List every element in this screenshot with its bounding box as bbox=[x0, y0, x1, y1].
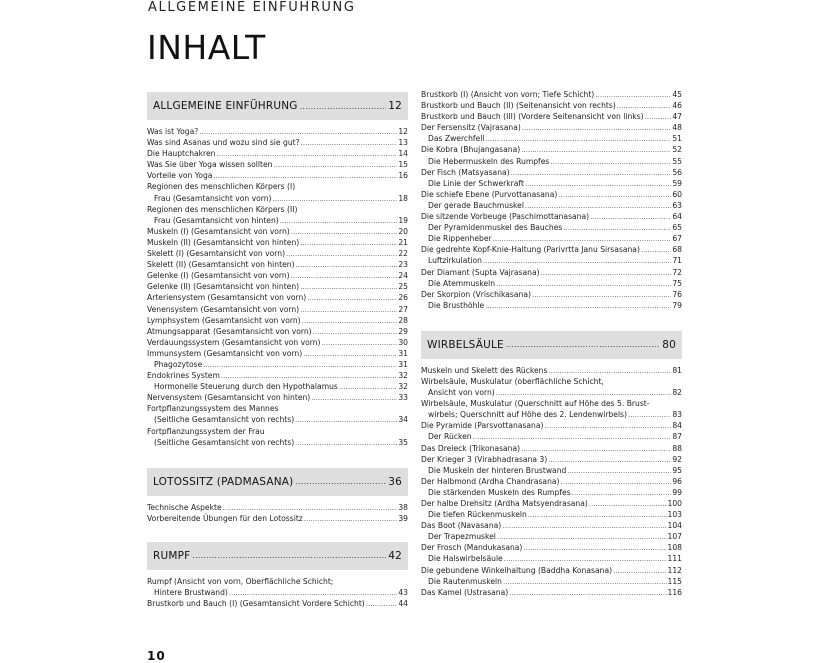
toc-entry-page: 71 bbox=[672, 256, 682, 266]
toc-entry[interactable] bbox=[421, 454, 682, 465]
toc-entry-title: Wirbelsäule, Muskulatur (Querschnitt auf Höhe des 5. Brust- bbox=[421, 399, 650, 409]
toc-entry-page: 115 bbox=[667, 576, 682, 586]
toc-entry[interactable] bbox=[421, 156, 682, 167]
section-heading-lotossitz[interactable] bbox=[147, 468, 408, 496]
dot-leader bbox=[590, 212, 671, 223]
dot-leader bbox=[523, 543, 666, 554]
dot-leader bbox=[613, 566, 666, 577]
dot-leader bbox=[203, 360, 397, 371]
toc-entry-page: 29 bbox=[398, 326, 408, 336]
dot-leader bbox=[628, 410, 671, 421]
dot-leader bbox=[300, 305, 397, 316]
toc-entry-page: 116 bbox=[667, 587, 682, 597]
toc-entry-title: Der Fersensitz (Vajrasana) bbox=[421, 123, 521, 133]
toc-entry[interactable] bbox=[147, 304, 408, 315]
dot-leader bbox=[545, 421, 672, 432]
toc-entry[interactable] bbox=[421, 520, 682, 531]
toc-entry[interactable] bbox=[421, 509, 682, 520]
toc-entry[interactable] bbox=[147, 193, 408, 204]
toc-entry-title: Technische Aspekte bbox=[147, 502, 222, 512]
toc-entry-page: 15 bbox=[398, 160, 408, 170]
toc-entry[interactable] bbox=[147, 576, 408, 587]
dot-leader bbox=[509, 588, 666, 599]
dot-leader bbox=[563, 223, 671, 234]
dot-leader bbox=[301, 138, 398, 149]
dot-leader bbox=[300, 238, 397, 249]
toc-entry[interactable] bbox=[147, 598, 408, 609]
toc-entry[interactable] bbox=[421, 376, 682, 387]
section-heading-wirbelsaeule[interactable] bbox=[421, 331, 682, 359]
toc-entry-title: Regionen des menschlichen Körpers (II) bbox=[147, 204, 298, 214]
toc-entry-page: 25 bbox=[398, 282, 408, 292]
toc-entry[interactable] bbox=[421, 300, 682, 311]
dot-leader bbox=[550, 157, 671, 168]
toc-entry-title: (Seitliche Gesamtansicht von rechts) bbox=[154, 415, 295, 425]
toc-entry-page: 34 bbox=[398, 415, 408, 425]
toc-entry[interactable] bbox=[421, 420, 682, 431]
toc-entry-page: 31 bbox=[398, 348, 408, 358]
toc-entry-page: 23 bbox=[398, 260, 408, 270]
toc-entry-page: 60 bbox=[672, 189, 682, 199]
toc-entry[interactable] bbox=[147, 426, 408, 437]
toc-entry-page: 100 bbox=[667, 499, 682, 508]
toc-entry[interactable] bbox=[147, 359, 408, 370]
toc-entry-title: Die Halswirbelsäule bbox=[428, 554, 503, 564]
toc-entry[interactable] bbox=[147, 315, 408, 326]
toc-entry[interactable] bbox=[421, 167, 682, 178]
toc-entry[interactable] bbox=[147, 215, 408, 226]
toc-entry-title: Brustkorb und Bauch (III) (Vordere Seitenansicht von links) bbox=[421, 112, 644, 122]
toc-entry-title: Brustkorb (I) (Ansicht von vorn; Tiefe Schicht) bbox=[421, 90, 595, 99]
toc-entry-title: Die Pyramide (Parsvottanasana) bbox=[421, 421, 544, 431]
toc-entry[interactable] bbox=[421, 542, 682, 553]
toc-entry-title: (Seitliche Gesamtansicht von rechts) bbox=[154, 437, 295, 447]
toc-entry-title: Gelenke (II) (Gesamtansicht von hinten) bbox=[147, 282, 300, 292]
toc-entry[interactable] bbox=[147, 587, 408, 598]
toc-entry[interactable] bbox=[147, 437, 408, 448]
toc-entry-title: Hormonelle Steuerung durch den Hypothalamus bbox=[154, 382, 338, 392]
toc-entry-title: Atmungsapparat (Gesamtansicht von vorn) bbox=[147, 326, 312, 336]
toc-entry-title: Die Linie der Schwerkraft bbox=[428, 178, 524, 188]
toc-entry-page: 95 bbox=[672, 465, 682, 475]
toc-entry-page: 32 bbox=[398, 371, 408, 381]
dot-leader bbox=[339, 382, 397, 393]
toc-entry[interactable] bbox=[421, 178, 682, 189]
section-page: 42 bbox=[388, 549, 402, 562]
toc-entry-page: 47 bbox=[672, 112, 682, 122]
toc-entry[interactable] bbox=[147, 226, 408, 237]
dot-leader bbox=[561, 477, 672, 488]
toc-entry-title: Die Hauptchakren bbox=[147, 149, 216, 159]
dot-leader bbox=[273, 160, 397, 171]
section-page: 80 bbox=[662, 338, 676, 351]
toc-entry-title: Muskeln (I) (Gesamtansicht von vorn) bbox=[147, 226, 290, 236]
toc-entry[interactable] bbox=[421, 278, 682, 289]
toc-entry-page: 19 bbox=[398, 215, 408, 225]
dot-leader bbox=[286, 249, 397, 260]
section-heading-rumpf[interactable] bbox=[147, 542, 408, 570]
toc-entry-title: Die Rautenmuskeln bbox=[428, 576, 502, 586]
toc-entry[interactable] bbox=[147, 370, 408, 381]
toc-entry-page: 24 bbox=[398, 271, 408, 281]
toc-entry-title: Das Zwerchfell bbox=[428, 134, 485, 144]
toc-entry-page: 96 bbox=[672, 476, 682, 486]
toc-entry-title: Endokrines System bbox=[147, 371, 220, 381]
toc-entry-page: 52 bbox=[672, 145, 682, 155]
toc-entry[interactable] bbox=[147, 204, 408, 215]
dot-leader bbox=[307, 293, 397, 304]
dot-leader bbox=[485, 301, 671, 312]
toc-entry-page: 32 bbox=[398, 382, 408, 392]
toc-entry-page: 112 bbox=[667, 565, 682, 575]
toc-entry[interactable] bbox=[147, 259, 408, 270]
dot-leader bbox=[541, 268, 672, 279]
toc-entry[interactable] bbox=[421, 365, 682, 376]
toc-entry-title: Wirbelsäule, Muskulatur (oberflächliche Schicht, bbox=[421, 376, 604, 386]
toc-entry[interactable] bbox=[421, 443, 682, 454]
toc-entry[interactable] bbox=[421, 100, 682, 111]
toc-entry-title: Fortpflanzungssystem der Frau bbox=[147, 426, 265, 436]
toc-entry-title: Was Sie über Yoga wissen sollten bbox=[147, 160, 273, 170]
toc-entry[interactable] bbox=[147, 348, 408, 359]
toc-entry-title: Fortpflanzungssystem des Mannes bbox=[147, 404, 279, 414]
dot-leader bbox=[295, 438, 397, 449]
toc-entry[interactable] bbox=[421, 255, 682, 266]
toc-entry-page: 68 bbox=[672, 245, 682, 255]
toc-entry-page: 92 bbox=[672, 454, 682, 464]
toc-entry-page: 72 bbox=[672, 267, 682, 277]
toc-entry[interactable] bbox=[147, 292, 408, 303]
toc-entry-title: Die Hebermuskeln des Rumpfes bbox=[428, 156, 550, 166]
toc-entry-page: 107 bbox=[667, 532, 682, 542]
toc-entry-title: wirbels; Querschnitt auf Höhe des 2. Lendenwirbels) bbox=[428, 410, 627, 420]
section-page: 36 bbox=[388, 475, 402, 488]
toc-entry-page: 82 bbox=[672, 388, 682, 398]
toc-entry-title: Der Krieger 3 (Virabhadrasana 3) bbox=[421, 454, 548, 464]
toc-entry-page: 44 bbox=[398, 599, 408, 609]
toc-entry[interactable] bbox=[421, 498, 682, 509]
toc-entry[interactable] bbox=[421, 531, 682, 542]
toc-entry[interactable] bbox=[147, 248, 408, 259]
toc-entry[interactable] bbox=[421, 89, 682, 100]
dot-leader bbox=[641, 245, 671, 256]
toc-entry[interactable] bbox=[421, 144, 682, 155]
toc-entry-page: 30 bbox=[398, 337, 408, 347]
toc-entry[interactable] bbox=[421, 387, 682, 398]
toc-entry-title: Muskeln und Skelett des Rückens bbox=[421, 365, 548, 375]
dot-leader bbox=[304, 514, 398, 525]
dot-leader bbox=[567, 466, 671, 477]
toc-entry-title: Der Frosch (Mandukasana) bbox=[421, 543, 523, 553]
dot-leader bbox=[589, 499, 667, 510]
page-number: 10 bbox=[147, 649, 166, 663]
toc-entry[interactable] bbox=[421, 133, 682, 144]
toc-left-column bbox=[147, 92, 408, 609]
toc-entry[interactable] bbox=[421, 233, 682, 244]
toc-entry-page: 51 bbox=[672, 134, 682, 144]
toc-entry[interactable] bbox=[421, 553, 682, 564]
toc-entry-page: 88 bbox=[672, 443, 682, 453]
dot-leader bbox=[300, 282, 397, 293]
section-title: RUMPF bbox=[153, 549, 191, 562]
toc-entry[interactable] bbox=[421, 476, 682, 487]
toc-entry[interactable] bbox=[421, 487, 682, 498]
toc-entry-page: 84 bbox=[672, 421, 682, 431]
toc-entry[interactable] bbox=[421, 267, 682, 278]
toc-entry-title: Der Skorpion (Vrischikasana) bbox=[421, 289, 531, 299]
toc-entry-title: Luftzirkulation bbox=[428, 256, 482, 266]
toc-entry[interactable] bbox=[421, 222, 682, 233]
toc-entry-title: Die Rippenheber bbox=[428, 234, 492, 244]
toc-entry-page: 22 bbox=[398, 249, 408, 259]
page-title: INHALT bbox=[147, 28, 266, 67]
toc-entry[interactable] bbox=[147, 237, 408, 248]
toc-entry-page: 39 bbox=[398, 513, 408, 523]
toc-entry-page: 65 bbox=[672, 223, 682, 233]
toc-entry[interactable] bbox=[421, 431, 682, 442]
dot-leader bbox=[511, 168, 672, 179]
toc-entry-title: Der halbe Drehsitz (Ardha Matsyendrasana) bbox=[421, 499, 588, 508]
toc-entry-page: 33 bbox=[398, 393, 408, 403]
toc-entry-page: 26 bbox=[398, 293, 408, 303]
toc-entry-title: Brustkorb und Bauch (I) (Gesamtansicht Vordere Schicht) bbox=[147, 599, 365, 609]
toc-entry-title: Der Fisch (Matsyasana) bbox=[421, 167, 510, 177]
toc-entry-title: Die Atemmuskeln bbox=[428, 278, 496, 288]
toc-entry-title: Die stärkenden Muskeln des Rumpfes bbox=[428, 487, 571, 497]
dot-leader bbox=[280, 216, 398, 227]
toc-entry-title: Vorbereitende Übungen für den Lotossitz bbox=[147, 513, 303, 523]
toc-entry[interactable] bbox=[421, 576, 682, 587]
toc-entry[interactable] bbox=[147, 502, 408, 513]
toc-entry[interactable] bbox=[147, 392, 408, 403]
toc-entry-title: Das Dreieck (Trikonasana) bbox=[421, 443, 521, 453]
toc-entry[interactable] bbox=[147, 326, 408, 337]
dot-leader bbox=[558, 190, 671, 201]
toc-entry-title: Die schiefe Ebene (Purvottanasana) bbox=[421, 189, 558, 199]
toc-entry[interactable] bbox=[147, 170, 408, 181]
toc-entry-title: Die sitzende Vorbeuge (Paschimottanasana) bbox=[421, 212, 590, 222]
toc-entry[interactable] bbox=[147, 159, 408, 170]
toc-entry-title: Verdauungssystem (Gesamtansicht von vorn) bbox=[147, 337, 321, 347]
toc-entry[interactable] bbox=[421, 111, 682, 122]
dot-leader bbox=[303, 349, 397, 360]
dot-leader bbox=[291, 227, 398, 238]
toc-entry-title: Nervensystem (Gesamtansicht von hinten) bbox=[147, 393, 311, 403]
toc-entry[interactable] bbox=[421, 122, 682, 133]
toc-entry-page: 103 bbox=[667, 510, 682, 520]
dot-leader bbox=[548, 455, 671, 466]
toc-entry-page: 35 bbox=[398, 437, 408, 447]
dot-leader bbox=[322, 338, 398, 349]
toc-entry-page: 45 bbox=[672, 90, 682, 99]
toc-entry[interactable] bbox=[421, 398, 682, 409]
toc-entry-page: 21 bbox=[398, 237, 408, 247]
toc-entry-title: Der Rücken bbox=[428, 432, 472, 442]
section-heading-allgemeine[interactable] bbox=[147, 92, 408, 120]
toc-entry-title: Der Diamant (Supta Vajrasana) bbox=[421, 267, 540, 277]
toc-entry[interactable] bbox=[421, 409, 682, 420]
toc-entry-page: 64 bbox=[672, 212, 682, 222]
toc-entry[interactable] bbox=[421, 244, 682, 255]
toc-entry-page: 79 bbox=[672, 300, 682, 310]
toc-entry[interactable] bbox=[147, 181, 408, 192]
toc-entry-title: Regionen des menschlichen Körpers (I) bbox=[147, 182, 296, 192]
toc-entry-title: Der Pyramidenmuskel des Bauches bbox=[428, 223, 563, 233]
dot-leader bbox=[291, 271, 398, 282]
toc-entry-page: 83 bbox=[672, 410, 682, 420]
toc-entry-page: 12 bbox=[398, 127, 408, 136]
toc-list-rumpf-continued bbox=[421, 89, 682, 311]
toc-entry[interactable] bbox=[421, 189, 682, 200]
toc-entry[interactable] bbox=[147, 381, 408, 392]
toc-entry-title: Das Kamel (Ustrasana) bbox=[421, 587, 509, 597]
toc-entry-title: Das Boot (Navasana) bbox=[421, 521, 502, 531]
toc-entry-page: 38 bbox=[398, 502, 408, 512]
toc-entry-title: Vorteile von Yoga bbox=[147, 171, 213, 181]
toc-entry-title: Immunsystem (Gesamtansicht von vorn) bbox=[147, 348, 303, 358]
toc-entry-title: Frau (Gesamtansicht von hinten) bbox=[154, 215, 279, 225]
section-page: 12 bbox=[388, 100, 402, 112]
toc-list-lotossitz bbox=[147, 496, 408, 524]
toc-entry-title: Venensystem (Gesamtansicht von vorn) bbox=[147, 304, 300, 314]
running-header: ALLGEMEINE EINFÜHRUNG bbox=[148, 0, 356, 15]
toc-entry-page: 18 bbox=[398, 193, 408, 203]
dot-leader bbox=[302, 316, 398, 327]
dot-leader bbox=[311, 393, 397, 404]
toc-entry-page: 81 bbox=[672, 365, 682, 375]
toc-entry-page: 46 bbox=[672, 101, 682, 111]
toc-entry[interactable] bbox=[147, 513, 408, 524]
toc-entry-page: 20 bbox=[398, 226, 408, 236]
dot-leader bbox=[366, 599, 398, 610]
toc-entry-page: 63 bbox=[672, 200, 682, 210]
dot-leader bbox=[296, 260, 398, 271]
toc-entry[interactable] bbox=[421, 565, 682, 576]
toc-entry-title: Phagozytose bbox=[154, 359, 203, 369]
toc-entry-title: Hintere Brustwand) bbox=[154, 588, 228, 597]
toc-entry-title: Brustkorb und Bauch (II) (Seitenansicht von rechts) bbox=[421, 101, 616, 111]
toc-entry-title: Die Kobra (Bhujangasana) bbox=[421, 145, 521, 155]
toc-entry-title: Frau (Gesamtansicht von vorn) bbox=[154, 193, 272, 203]
toc-entry-title: Arteriensystem (Gesamtansicht von vorn) bbox=[147, 293, 307, 303]
toc-entry-title: Was sind Asanas und wozu sind sie gut? bbox=[147, 138, 300, 148]
toc-entry-page: 14 bbox=[398, 149, 408, 159]
toc-entry-page: 87 bbox=[672, 432, 682, 442]
toc-entry-title: Die Muskeln der hinteren Brustwand bbox=[428, 465, 567, 475]
toc-right-column bbox=[421, 89, 682, 598]
dot-leader bbox=[295, 415, 397, 426]
toc-entry-title: Skelett (I) (Gesamtansicht von vorn) bbox=[147, 249, 286, 259]
toc-entry[interactable] bbox=[421, 200, 682, 211]
toc-entry[interactable] bbox=[147, 270, 408, 281]
toc-entry-page: 59 bbox=[672, 178, 682, 188]
dot-leader bbox=[532, 290, 671, 301]
toc-entry[interactable] bbox=[147, 414, 408, 425]
toc-entry-title: Der Halbmond (Ardha Chandrasana) bbox=[421, 476, 560, 486]
section-title: LOTOSSITZ (PADMASANA) bbox=[153, 475, 294, 488]
toc-entry[interactable] bbox=[147, 403, 408, 414]
toc-entry-page: 13 bbox=[398, 138, 408, 148]
toc-entry-title: Gelenke (I) (Gesamtansicht von vorn) bbox=[147, 271, 290, 281]
toc-entry-page: 111 bbox=[667, 554, 682, 564]
toc-entry[interactable] bbox=[147, 148, 408, 159]
toc-entry-page: 108 bbox=[667, 543, 682, 553]
section-title: WIRBELSÄULE bbox=[427, 338, 504, 351]
toc-entry-page: 43 bbox=[398, 588, 408, 597]
toc-entry-title: Die gebundene Winkelhaltung (Baddha Konasana) bbox=[421, 565, 613, 575]
dot-leader bbox=[502, 521, 666, 532]
dot-leader bbox=[645, 112, 672, 123]
dot-leader bbox=[528, 510, 667, 521]
toc-entry-page: 99 bbox=[672, 487, 682, 497]
toc-entry[interactable] bbox=[421, 465, 682, 476]
toc-entry-page: 55 bbox=[672, 156, 682, 166]
toc-entry[interactable] bbox=[147, 137, 408, 148]
toc-entry-title: Der gerade Bauchmuskel bbox=[428, 200, 524, 210]
toc-entry-page: 31 bbox=[398, 359, 408, 369]
section-title: ALLGEMEINE EINFÜHRUNG bbox=[153, 100, 298, 112]
toc-entry-title: Rumpf (Ansicht von vorn, Oberflächliche Schicht; bbox=[147, 576, 334, 586]
toc-entry-title: Die gedrehte Kopf-Knie-Haltung (Parivrtta Janu Sirsasana) bbox=[421, 245, 640, 255]
dot-leader bbox=[503, 577, 667, 588]
toc-entry-title: Was ist Yoga? bbox=[147, 127, 199, 136]
dot-leader bbox=[313, 327, 398, 338]
toc-entry-page: 56 bbox=[672, 167, 682, 177]
toc-entry-title: Skelett (II) (Gesamtansicht von hinten) bbox=[147, 260, 295, 270]
toc-entry[interactable] bbox=[421, 289, 682, 300]
toc-entry[interactable] bbox=[147, 337, 408, 348]
toc-entry[interactable] bbox=[147, 126, 408, 137]
toc-entry[interactable] bbox=[421, 211, 682, 222]
toc-entry-title: Die tiefen Rückenmuskeln bbox=[428, 510, 527, 520]
toc-entry-page: 27 bbox=[398, 304, 408, 314]
dot-leader bbox=[522, 123, 671, 134]
toc-entry-title: Ansicht von vorn) bbox=[428, 388, 495, 398]
toc-list-allgemeine bbox=[147, 120, 408, 448]
toc-entry[interactable] bbox=[421, 587, 682, 598]
toc-entry-page: 76 bbox=[672, 289, 682, 299]
toc-entry-page: 75 bbox=[672, 278, 682, 288]
toc-entry-page: 48 bbox=[672, 123, 682, 133]
toc-list-rumpf bbox=[147, 570, 408, 609]
toc-list-wirbelsaeule bbox=[421, 359, 682, 598]
toc-entry-title: Der Trapezmuskel bbox=[428, 532, 496, 542]
toc-entry-page: 67 bbox=[672, 234, 682, 244]
toc-entry-page: 16 bbox=[398, 171, 408, 181]
toc-entry[interactable] bbox=[147, 281, 408, 292]
toc-entry-title: Die Brusthöhle bbox=[428, 300, 485, 310]
toc-entry-page: 28 bbox=[398, 315, 408, 325]
toc-entry-title: Lymphsystem (Gesamtansicht von vorn) bbox=[147, 315, 301, 325]
toc-entry-page: 104 bbox=[667, 521, 682, 531]
toc-entry-title: Muskeln (II) (Gesamtansicht von hinten) bbox=[147, 237, 300, 247]
